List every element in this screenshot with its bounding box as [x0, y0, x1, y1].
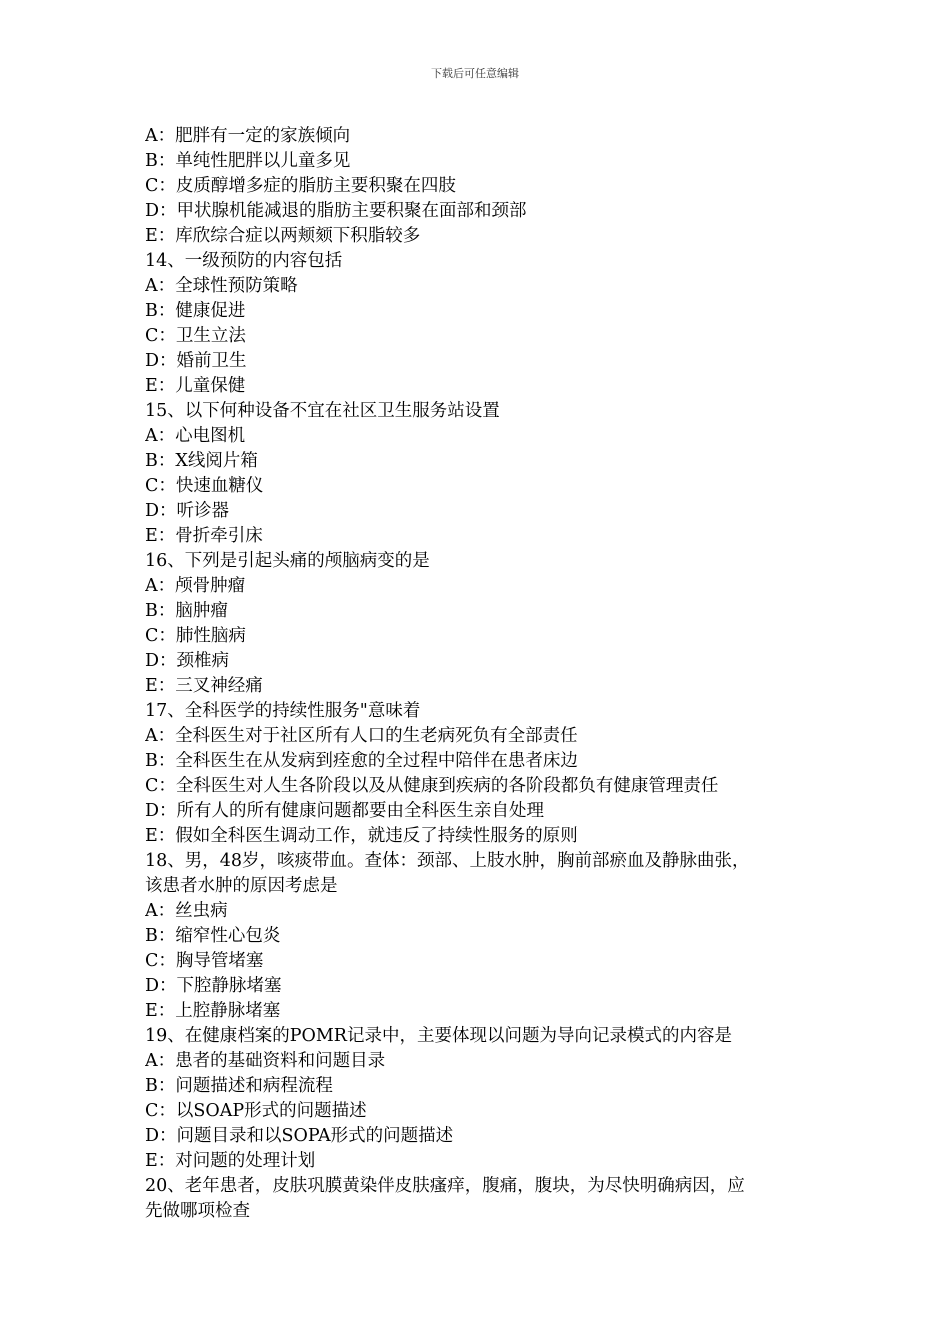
text-line: D：问题目录和以SOPA形式的问题描述 [145, 1126, 454, 1146]
text-line: A：心电图机 [145, 426, 246, 446]
question-text: 14、一级预防的内容包括 [145, 251, 343, 271]
text-line: D：颈椎病 [145, 651, 230, 671]
text-line: B：缩窄性心包炎 [145, 926, 281, 946]
text-line: A：丝虫病 [145, 901, 228, 921]
text-line: A：全科医生对于社区所有人口的生老病死负有全部责任 [145, 726, 578, 746]
text-line: B：健康促进 [145, 301, 246, 321]
text-line: D：听诊器 [145, 501, 230, 521]
text-line: E：三叉神经痛 [145, 676, 263, 696]
question-text: 20、老年患者，皮肤巩膜黄染伴皮肤瘙痒，腹痛，腹块，为尽快明确病因，应 [145, 1176, 745, 1196]
text-line: C：肺性脑病 [145, 626, 246, 646]
text-line: A：全球性预防策略 [145, 276, 298, 296]
text-line: C：以SOAP形式的问题描述 [145, 1101, 367, 1121]
text-line: C：胸导管堵塞 [145, 951, 264, 971]
question-text: 19、在健康档案的POMR记录中，主要体现以问题为导向记录模式的内容是 [145, 1026, 732, 1046]
text-line: E：上腔静脉堵塞 [145, 1001, 281, 1021]
text-line: C：皮质醇增多症的脂肪主要积聚在四肢 [145, 176, 456, 196]
document-body [145, 124, 810, 1224]
text-line: D：所有人的所有健康问题都要由全科医生亲自处理 [145, 801, 545, 821]
text-line: E：儿童保健 [145, 376, 246, 396]
text-line: E：假如全科医生调动工作，就违反了持续性服务的原则 [145, 826, 578, 846]
text-line: B：X线阅片箱 [145, 451, 258, 471]
text-line: B：单纯性肥胖以儿童多见 [145, 151, 351, 171]
text-line: D：婚前卫生 [145, 351, 247, 371]
question-text: 15、以下何种设备不宜在社区卫生服务站设置 [145, 401, 500, 421]
text-line: D：下腔静脉堵塞 [145, 976, 282, 996]
question-text: 18、男，48岁，咳痰带血。查体：颈部、上肢水肿，胸前部瘀血及静脉曲张， [145, 851, 750, 871]
text-line: B：全科医生在从发病到痊愈的全过程中陪伴在患者床边 [145, 751, 578, 771]
text-line: E：骨折牵引床 [145, 526, 263, 546]
question-text: 该患者水肿的原因考虑是 [145, 876, 338, 896]
text-line: C：全科医生对人生各阶段以及从健康到疾病的各阶段都负有健康管理责任 [145, 776, 719, 796]
text-line: A：患者的基础资料和问题目录 [145, 1051, 386, 1071]
text-line: A：颅骨肿瘤 [145, 576, 246, 596]
question-text: 先做哪项检查 [145, 1201, 250, 1221]
text-line: C：卫生立法 [145, 326, 246, 346]
page-header: 下载后可任意编辑 [431, 67, 519, 80]
text-line: E：对问题的处理计划 [145, 1151, 316, 1171]
question-text: 16、下列是引起头痛的颅脑病变的是 [145, 551, 430, 571]
question-text: 17、全科医学的持续性服务"意味着 [145, 701, 421, 721]
text-line: B：问题描述和病程流程 [145, 1076, 333, 1096]
text-line: C：快速血糖仪 [145, 476, 264, 496]
text-line: A：肥胖有一定的家族倾向 [145, 126, 351, 146]
text-line: B：脑肿瘤 [145, 601, 228, 621]
text-line: E：库欣综合症以两颊颏下积脂较多 [145, 226, 421, 246]
text-line: D：甲状腺机能减退的脂肪主要积聚在面部和颈部 [145, 201, 527, 221]
